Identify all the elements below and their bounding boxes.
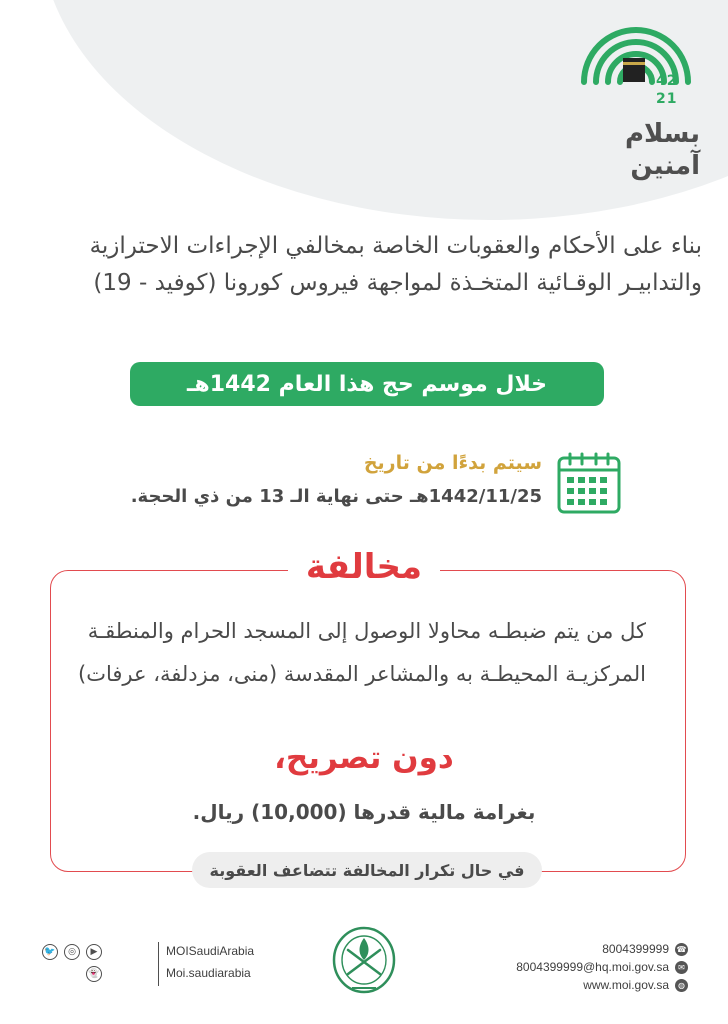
logo-line-2: آمنين	[630, 151, 700, 181]
social-handles	[42, 942, 255, 986]
twitter-icon[interactable]: 🐦	[42, 944, 58, 960]
social-divider	[158, 942, 159, 986]
contact-website[interactable]: www.moi.gov.sa	[583, 978, 669, 992]
calendar-icon	[556, 450, 622, 514]
repeat-penalty-note: في حال تكرار المخالفة تتضاعف العقوبة	[192, 852, 542, 888]
contact-phone[interactable]: 8004399999	[602, 942, 669, 956]
logo-digits	[656, 72, 677, 108]
contact-email[interactable]: 8004399999@hq.moi.gov.sa	[516, 960, 669, 974]
globe-icon: ◍	[675, 979, 688, 992]
email-icon: ✉	[675, 961, 688, 974]
social-handle-primary[interactable]: MOISaudiArabia	[166, 944, 255, 958]
instagram-icon[interactable]: ◎	[64, 944, 80, 960]
contact-phone-row[interactable]	[602, 942, 688, 956]
season-banner: خلال موسم حج هذا العام 1442هـ	[130, 362, 604, 406]
snapchat-icon[interactable]: 👻	[86, 966, 102, 982]
contact-info	[498, 942, 688, 992]
logo-digits-line: 21	[656, 91, 678, 107]
contact-email-row[interactable]	[516, 960, 688, 974]
logo-line-1: بسلام	[624, 119, 700, 149]
date-range: 1442/11/25هـ حتى نهاية الـ 13 من ذي الحجة.	[130, 486, 542, 507]
logo-tagline	[625, 118, 700, 182]
logo-digits-line: 42	[656, 73, 678, 89]
contact-website-row[interactable]	[583, 978, 688, 992]
fine-amount: بغرامة مالية قدرها (10,000) ريال.	[192, 800, 536, 824]
violation-title: مخالفة	[288, 542, 440, 592]
ministry-emblem-icon	[330, 924, 398, 1002]
intro-paragraph: بناء على الأحكام والعقوبات الخاصة بمخالفي الإجراءات الاحترازية والتدابيـر الوقـائية المتخـذة لمواجهة فيروس كورونا (كوفيد - 19)	[89, 233, 702, 296]
youtube-icon[interactable]: ▶	[86, 944, 102, 960]
start-label: سيتم بدءًا من تاريخ	[363, 452, 542, 474]
violation-text: كل من يتم ضبطـه محاولا الوصول إلى المسجد الحرام والمنطقـة المركزيـة المحيطـة به والمشاعر المقدسة (منى، مزدلفة، عرفات)	[78, 619, 646, 686]
phone-icon: ☎	[676, 944, 687, 954]
without-permit-label: دون تصريح،	[274, 740, 454, 776]
social-handle-secondary[interactable]: Moi.saudiarabia	[166, 966, 251, 980]
